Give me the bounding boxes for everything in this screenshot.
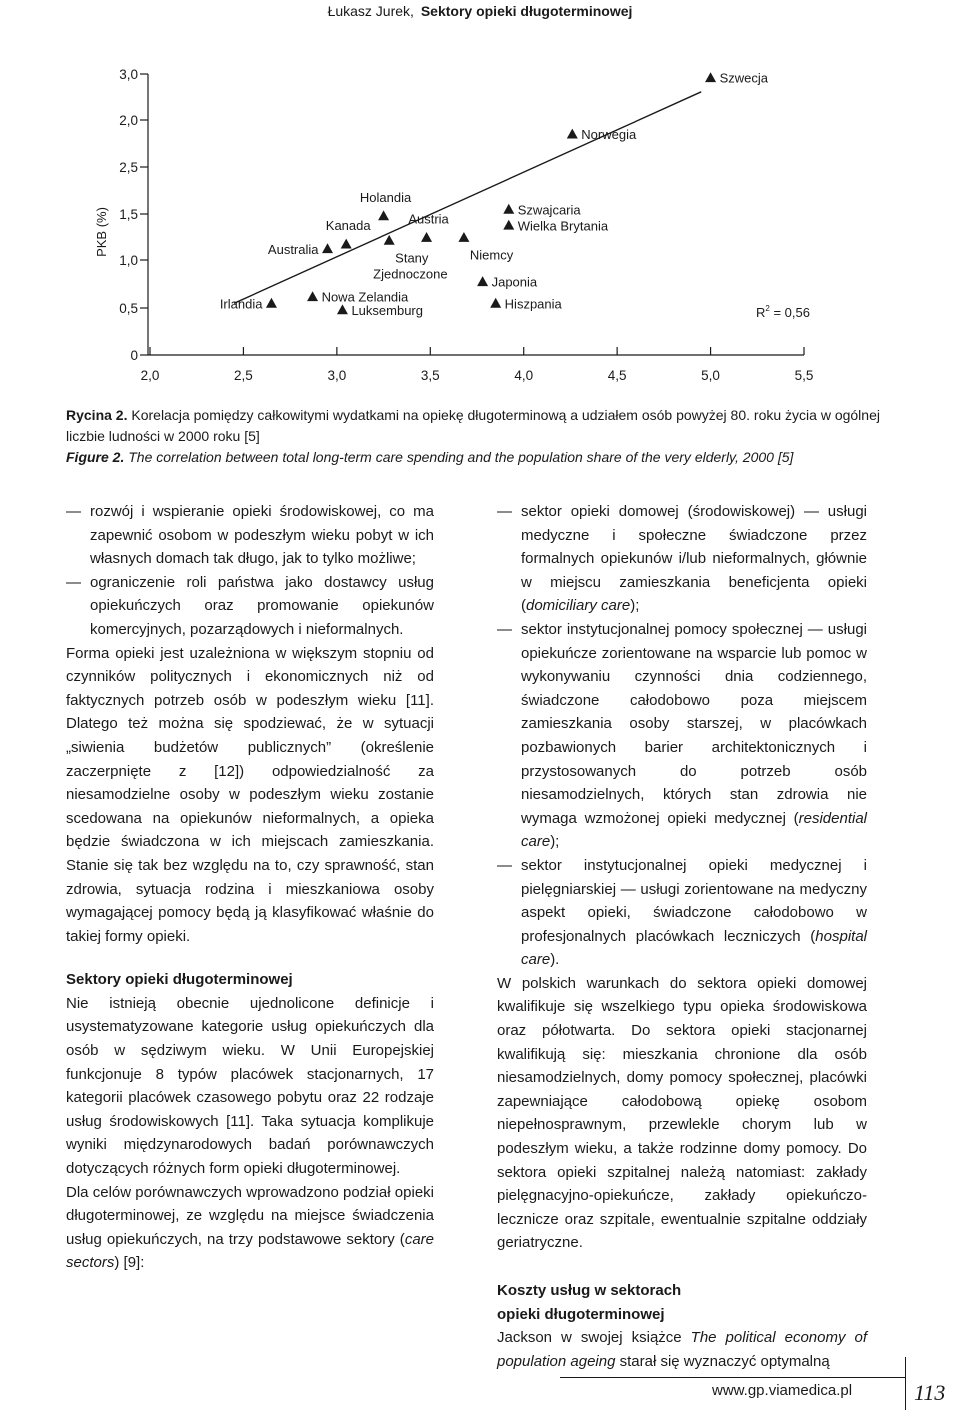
x-tick-label: 4,5	[607, 368, 627, 383]
triangle-marker-icon	[458, 232, 469, 242]
bullet-text: ograniczenie roli państwa jako dostawcy usług opiekuńczych oraz promowanie opiekunów komercyjnych, pozarządowych i nieformalnych.	[90, 573, 434, 638]
point-label: Australia	[267, 241, 319, 257]
point-label: Holandia	[359, 189, 412, 205]
triangle-marker-icon	[384, 235, 395, 245]
x-tick-label: 4,0	[514, 368, 534, 383]
paragraph	[497, 1326, 867, 1373]
triangle-marker-icon	[322, 243, 333, 253]
paragraph-text: Jackson w swojej książce	[497, 1329, 691, 1347]
x-tick-label: 5,5	[794, 368, 814, 383]
triangle-marker-icon	[307, 291, 318, 301]
triangle-marker-icon	[337, 304, 348, 314]
point-label: Niemcy	[469, 247, 514, 263]
y-axis-label: PKB (%)	[94, 207, 109, 257]
point-label: Stany Zjednoczone	[373, 250, 448, 282]
y-tick-label: 2,0	[119, 113, 138, 128]
triangle-marker-icon	[341, 239, 352, 249]
page-number: 113	[914, 1380, 946, 1405]
bullet-item	[497, 854, 867, 972]
point-label: Hiszpania	[504, 296, 562, 312]
point-label: Nowa Zelandia	[321, 289, 409, 305]
bullet-dash: —	[66, 573, 81, 591]
y-tick-label: 0,5	[119, 301, 138, 316]
trendline-group	[234, 92, 701, 303]
y-tick-label: 1,0	[119, 253, 138, 268]
triangle-marker-icon	[266, 298, 277, 308]
trendline	[234, 92, 701, 303]
paragraph: Nie istnieją obecnie ujednolicone definicje i usystematyzowane kategorie usług opiekuńczych dla osób w sędziwym wieku. W Unii Europejskiej funkcjonuje 8 typów placówek stacjonarnych, 17 kategorii placówek czasowego pobytu oraz 22 rodzaje usług środowiskowych [11]. Taka sytuacja komplikuje wyniki międzynarodowych badań porównawczych dotyczących różnych form opieki długoterminowej.	[66, 994, 434, 1178]
section-heading: Sektory opieki długoterminowej	[66, 971, 293, 989]
y-tick-label: 3,0	[119, 67, 138, 82]
point-label: Luksemburg	[351, 302, 424, 318]
x-tick-label: 5,0	[701, 368, 720, 383]
triangle-marker-icon	[503, 204, 514, 214]
bullet-text: sektor opieki domowej (środowiskowej) — usługi medyczne i społeczne świadczone przez formalnych opiekunów i/lub nieformalnych, głównie w miejscu zamieszkania beneficjenta opieki (	[521, 503, 867, 615]
paragraph-emphasis: The political economy of population ageing	[497, 1329, 867, 1370]
triangle-marker-icon	[378, 210, 389, 220]
point-label: Szwajcaria	[517, 202, 581, 218]
x-tick-label: 2,0	[140, 368, 160, 383]
caption-polish	[66, 405, 896, 447]
bullet-dash: —	[497, 856, 512, 874]
triangle-marker-icon	[490, 298, 501, 308]
y-tick-label: 0	[130, 348, 138, 363]
right-column	[497, 500, 867, 1373]
data-points	[220, 71, 769, 318]
triangle-marker-icon	[477, 276, 488, 286]
y-tick-label: 1,5	[119, 207, 138, 222]
bullet-emphasis: domiciliary care	[526, 597, 631, 615]
point-label: Kanada	[325, 218, 371, 234]
bullet-item	[66, 500, 434, 571]
bullet-text: sektor instytucjonalnej opieki medycznej i pielęgniarskiej — usługi zorientowane na medyczny aspekt opieki, świadczone całodobowo w profesjonalnych placówkach leczniczych (	[521, 856, 867, 945]
left-column	[66, 500, 434, 1275]
y-tick-label: 2,5	[119, 160, 138, 175]
scatter-chart	[80, 58, 840, 388]
running-header	[0, 0, 960, 22]
bullet-text: );	[630, 597, 640, 615]
point-label: Szwecja	[719, 70, 768, 86]
bullet-text: ).	[550, 951, 560, 969]
caption-en-text: The correlation between total long-term care spending and the population share of the very elderly, 2000 [5]	[124, 449, 794, 465]
r2-label: R	[756, 305, 766, 320]
triangle-marker-icon	[567, 129, 578, 139]
r2-superscript: 2	[765, 304, 770, 313]
bullet-dash: —	[66, 503, 81, 520]
r2-value: = 0,56	[769, 305, 810, 320]
bullet-item	[66, 571, 434, 642]
x-tick-label: 2,5	[234, 368, 253, 383]
triangle-marker-icon	[503, 220, 514, 230]
paragraph	[66, 1181, 434, 1275]
bullet-text: rozwój i wspieranie opieki środowiskowej, co ma zapewnić osobom w podeszłym wieku pobyt w ich własnych domach tak długo, jak to tylko możliwe;	[90, 503, 434, 568]
caption-english	[66, 447, 896, 468]
bullet-dash: —	[497, 620, 512, 638]
header-author: Łukasz Jurek,	[327, 3, 414, 19]
footer-rule-vertical	[905, 1357, 906, 1410]
paragraph: Forma opieki jest uzależniona w większym stopniu od czynników politycznych i ekonomicznych niż od faktycznych potrzeb osób w podeszłym wieku [11]. Dlatego też można się spodziewać, że w sytuacji „siwienia budżetów publicznych” (określenie zaczerpnięte z [12]) odpowiedzialność za niesamodzielne osoby w podeszłym wieku zostanie scedowana na opiekunów nieformalnych, a opieka będzie świadczona w ich miejscach zamieszkania. Stanie się tak bez względu na to, czy sprawność, stan zdrowia, sytuacja rodzina i mieszkaniowa osoby wymagającej pomocy będą ją klasyfikować właśnie do takiej formy opieki.	[66, 644, 434, 945]
caption-pl-label: Rycina 2.	[66, 407, 128, 423]
x-tick-label: 3,0	[327, 368, 347, 383]
caption-pl-text: Korelacja pomiędzy całkowitymi wydatkami na opiekę długoterminową a udziałem osób powyżej 80. roku życia w ogólnej liczbie ludności w 2000 roku [5]	[66, 407, 880, 444]
heading-line: opieki długoterminowej	[497, 1305, 665, 1323]
paragraph-text: starał się wyznaczyć optymalną	[615, 1352, 830, 1370]
bullet-text: );	[550, 833, 560, 851]
chart-axes	[119, 67, 813, 383]
bullet-item	[497, 500, 867, 618]
triangle-marker-icon	[705, 72, 716, 82]
triangle-marker-icon	[421, 232, 432, 242]
header-title: Sektory opieki długoterminowej	[420, 3, 633, 19]
paragraph-text: ) [9]:	[114, 1254, 145, 1272]
journal-url-link[interactable]: www.gp.viamedica.pl	[712, 1382, 853, 1399]
figure-caption	[66, 405, 896, 468]
section-heading	[497, 1279, 867, 1326]
footer-rule	[560, 1377, 906, 1378]
point-label: Wielka Brytania	[517, 218, 609, 234]
caption-en-label: Figure 2.	[66, 449, 125, 465]
bullet-text: sektor instytucjonalnej pomocy społecznej — usługi opiekuńcze zorientowane na wsparcie lub pomoc w wykonywaniu czynności dnia codziennego, świadczone całodobowo poza miejscem zamieszkania osoby starszej, w placówkach pozbawionych barier architektonicznych i przystosowanych do potrzeb osób niesamodzielnych, których stan zdrowia nie wymaga wzmożonej opieki medycznej (	[521, 620, 867, 827]
bullet-item	[497, 618, 867, 854]
point-label: Norwegia	[581, 127, 637, 143]
heading-line: Koszty usług w sektorach	[497, 1282, 682, 1299]
r2-annotation	[756, 304, 810, 320]
bullet-dash: —	[497, 503, 512, 520]
x-tick-label: 3,5	[420, 368, 440, 383]
bullet-emphasis: residential care	[521, 809, 867, 851]
bullet-emphasis: hospital care	[521, 927, 867, 969]
point-label: Japonia	[491, 274, 538, 290]
paragraph-emphasis: care sectors	[66, 1230, 434, 1272]
paragraph: W polskich warunkach do sektora opieki domowej kwalifikuje się wszelkiego typu opieka środowiskowa oraz półotwarta. Do sektora opieki stacjonarnej kwalifikują się: mieszkania chronione dla osób niesamodzielnych, domy pomocy społecznej, placówki zapewniające całodobową opiekę osobom niepełnosprawnym, przewlekle chorym lub w podeszłym wieku, a także rodzinne domy pomocy. Do sektora opieki szpitalnej należą natomiast: zakłady pielęgnacyjno-opiekuńcze, zakłady opiekuńczo-lecznicze oraz szpitale, ewentualnie szpitalne oddziały geriatryczne.	[497, 974, 867, 1252]
point-label: Austria	[408, 211, 449, 227]
point-label: Irlandia	[219, 296, 263, 312]
paragraph-text: Dla celów porównawczych wprowadzono podział opieki długoterminowej, ze względu na miejsce świadczenia usług opiekuńczych, na trzy podstawowe sektory (	[66, 1183, 434, 1248]
